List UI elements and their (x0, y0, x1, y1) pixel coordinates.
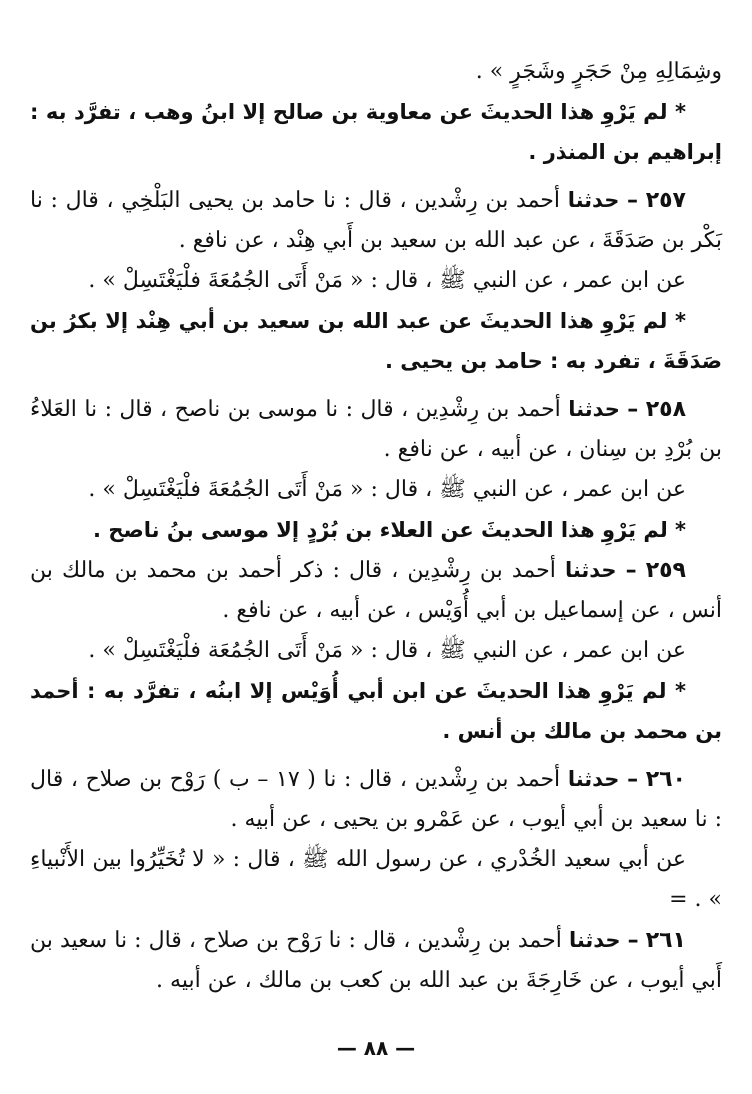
hadith-lead: حدثنا (564, 558, 617, 582)
hadith-lead: حدثنا (568, 397, 620, 421)
note-paragraph: * لم يَرْوِ هذا الحديثَ عن عبد الله بن سعيد بن أبي هِنْد إلا بكرُ بن صَدَقَةَ ، تفرد به : حامد بن يحيى . (30, 309, 722, 373)
text-paragraph: عن أبي سعيد الخُدْري ، عن رسول الله ﷺ ، قال : « لا تُخَيِّرُوا بين الأَنْبياءِ » . = (30, 847, 722, 912)
hadith-lead: حدثنا (567, 188, 620, 212)
note-paragraph: * لم يَرْوِ هذا الحديثَ عن معاوية بن صالح إلا ابنُ وهب ، تفرَّد به : إبراهيم بن المنذر . (30, 100, 722, 164)
hadith-261 (30, 920, 722, 1001)
hadith-text: أحمد بن رِشْدين ، قال : نا ( ١٧ – ب ) رَوْح بن صلاح ، قال : نا سعيد بن أبي أيوب ، عن عَمْرو بن يحيى ، عن أبيه . (30, 767, 722, 832)
hadith-259 (30, 550, 722, 631)
text-paragraph: وشِمَالِهِ مِنْ حَجَرٍ وشَجَرٍ » . (475, 59, 722, 84)
hadith-number: ٢٥٧ (645, 188, 686, 213)
hadith-dash: – (625, 558, 637, 583)
hadith-text: أحمد بن رِشْدِين ، قال : نا موسى بن ناصح ، قال : نا العَلاءُ بن بُرْدِ بن سِنان ، عن أبيه ، عن نافع . (30, 397, 722, 462)
hadith-dash: – (627, 767, 639, 792)
hadith-258 (30, 389, 722, 470)
page-body (30, 52, 722, 1001)
hadith-260 (30, 759, 722, 840)
page-number: — ٨٨ — (336, 1036, 416, 1060)
hadith-text: أحمد بن رِشْدين ، قال : نا رَوْح بن صلاح ، قال : نا سعيد بن أَبي أيوب ، عن خَارِجَةَ بن عبد الله بن كعب بن مالك ، عن أبيه . (30, 928, 722, 993)
hadith-dash: – (627, 397, 639, 422)
text-paragraph: عن ابن عمر ، عن النبي ﷺ ، قال : « مَنْ أَتَى الجُمُعَة فلْيَغْتَسِلْ » . (88, 638, 686, 663)
hadith-dash: – (627, 928, 639, 953)
hadith-257 (30, 180, 722, 261)
text-paragraph: عن ابن عمر ، عن النبي ﷺ ، قال : « مَنْ أَتَى الجُمُعَةَ فلْيَغْتَسِلْ » . (88, 477, 686, 502)
note-paragraph: * لم يَرْوِ هذا الحديثَ عن ابن أبي أُوَيْس إلا ابنُه ، تفرَّد به : أحمد بن محمد بن مالك بن أنس . (30, 679, 722, 743)
hadith-number: ٢٦١ (645, 928, 686, 953)
hadith-text: أحمد بن رِشْدين ، قال : نا حامد بن يحيى البَلْخِي ، قال : نا بَكْر بن صَدَقَةَ ، عن عبد الله بن سعيد بن أَبي هِنْد ، عن نافع . (30, 188, 722, 253)
note-paragraph: * لم يَرْوِ هذا الحديثَ عن العلاء بن بُرْدٍ إلا موسى بنُ ناصح . (93, 518, 686, 542)
hadith-dash: – (627, 188, 639, 213)
hadith-number: ٢٥٩ (645, 558, 686, 583)
hadith-number: ٢٦٠ (645, 767, 686, 792)
hadith-text: أحمد بن رِشْدِين ، قال : ذكر أحمد بن محمد بن مالك بن أنس ، عن إسماعيل بن أبي أُوَيْس ، عن أبيه ، عن نافع . (30, 558, 722, 623)
text-paragraph: عن ابن عمر ، عن النبي ﷺ ، قال : « مَنْ أَتَى الجُمُعَةَ فلْيَغْتَسِلْ » . (88, 268, 686, 293)
hadith-lead: حدثنا (568, 928, 621, 952)
hadith-number: ٢٥٨ (645, 397, 687, 422)
hadith-lead: حدثنا (567, 767, 620, 791)
